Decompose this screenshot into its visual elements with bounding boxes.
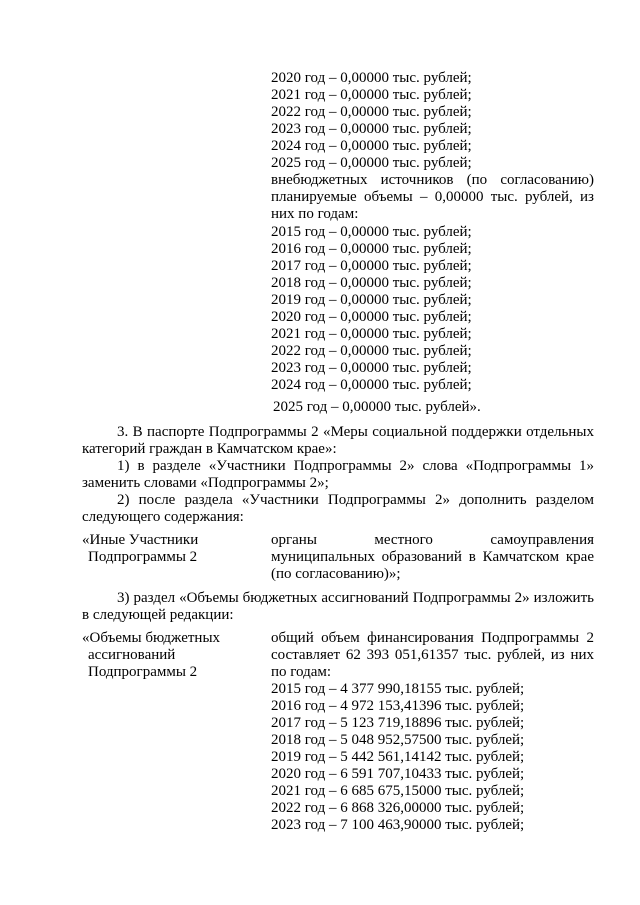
offbudget-text-line-2: планируемые объемы – 0,00000 тыс. рублей, из (271, 189, 594, 205)
volumes-label-line-3: Подпрограммы 2 (88, 664, 198, 680)
item3-line-1: 3) раздел «Объемы бюджетных ассигнований Подпрограммы 2» изложить (117, 590, 594, 606)
year-line: 2020 год – 6 591 707,10433 тыс. рублей; (271, 766, 525, 782)
year-line: 2018 год – 5 048 952,57500 тыс. рублей; (271, 732, 525, 748)
year-line: 2021 год – 6 685 675,15000 тыс. рублей; (271, 783, 525, 799)
item3-line-2: в следующей редакции: (82, 607, 234, 623)
offbudget-text-line-1: внебюджетных источников (по согласованию) (271, 172, 594, 188)
year-line: 2020 год – 0,00000 тыс. рублей; (271, 309, 472, 325)
item2-line-2: следующего содержания: (82, 509, 244, 525)
year-line: 2023 год – 0,00000 тыс. рублей; (271, 360, 472, 376)
year-line: 2017 год – 0,00000 тыс. рублей; (271, 258, 472, 274)
year-line: 2023 год – 7 100 463,90000 тыс. рублей; (271, 817, 525, 833)
year-line: 2017 год – 5 123 719,18896 тыс. рублей; (271, 715, 525, 731)
item1-line-2: заменить словами «Подпрограммы 2»; (82, 475, 329, 491)
year-line: 2023 год – 0,00000 тыс. рублей; (271, 121, 472, 137)
year-line: 2018 год – 0,00000 тыс. рублей; (271, 275, 472, 291)
year-line: 2016 год – 4 972 153,41396 тыс. рублей; (271, 698, 525, 714)
year-line: 2022 год – 0,00000 тыс. рублей; (271, 343, 472, 359)
year-line: 2024 год – 0,00000 тыс. рублей; (271, 138, 472, 154)
volumes-label-line-1: «Объемы бюджетных (82, 630, 221, 646)
participants-value-line-2: муниципальных образований в Камчатском крае (271, 549, 594, 565)
participants-value-line-3: (по согласованию)»; (271, 566, 401, 582)
year-line: 2024 год – 0,00000 тыс. рублей; (271, 377, 472, 393)
year-line: 2021 год – 0,00000 тыс. рублей; (271, 87, 472, 103)
volumes-value-line-2: составляет 62 393 051,61357 тыс. рублей, из них (271, 647, 594, 663)
participants-value-line-1: органы местного самоуправления (271, 532, 594, 548)
participants-label-line-1: «Иные Участники (82, 532, 199, 548)
year-line: 2015 год – 4 377 990,18155 тыс. рублей; (271, 681, 525, 697)
year-line: 2015 год – 0,00000 тыс. рублей; (271, 224, 472, 240)
volumes-label-line-2: ассигнований (88, 647, 176, 663)
year-line: 2021 год – 0,00000 тыс. рублей; (271, 326, 472, 342)
participants-label-line-2: Подпрограммы 2 (88, 549, 198, 565)
volumes-value-line-1: общий объем финансирования Подпрограммы 2 (271, 630, 594, 646)
year-line: 2016 год – 0,00000 тыс. рублей; (271, 241, 472, 257)
para3-line-2: категорий граждан в Камчатском крае»: (82, 441, 337, 457)
volumes-value-line-3: по годам: (271, 664, 332, 680)
offbudget-last-line: 2025 год – 0,00000 тыс. рублей». (273, 399, 481, 415)
year-line: 2022 год – 6 868 326,00000 тыс. рублей; (271, 800, 525, 816)
year-line: 2025 год – 0,00000 тыс. рублей; (271, 155, 472, 171)
para3-line-1: 3. В паспорте Подпрограммы 2 «Меры социальной поддержки отдельных (117, 424, 594, 440)
year-line: 2019 год – 5 442 561,14142 тыс. рублей; (271, 749, 525, 765)
offbudget-text-line-3: них по годам: (271, 206, 359, 222)
item1-line-1: 1) в разделе «Участники Подпрограммы 2» слова «Подпрограммы 1» (117, 458, 594, 474)
year-line: 2022 год – 0,00000 тыс. рублей; (271, 104, 472, 120)
item2-line-1: 2) после раздела «Участники Подпрограммы 2» дополнить разделом (117, 492, 594, 508)
year-line: 2019 год – 0,00000 тыс. рублей; (271, 292, 472, 308)
year-line: 2020 год – 0,00000 тыс. рублей; (271, 70, 472, 86)
